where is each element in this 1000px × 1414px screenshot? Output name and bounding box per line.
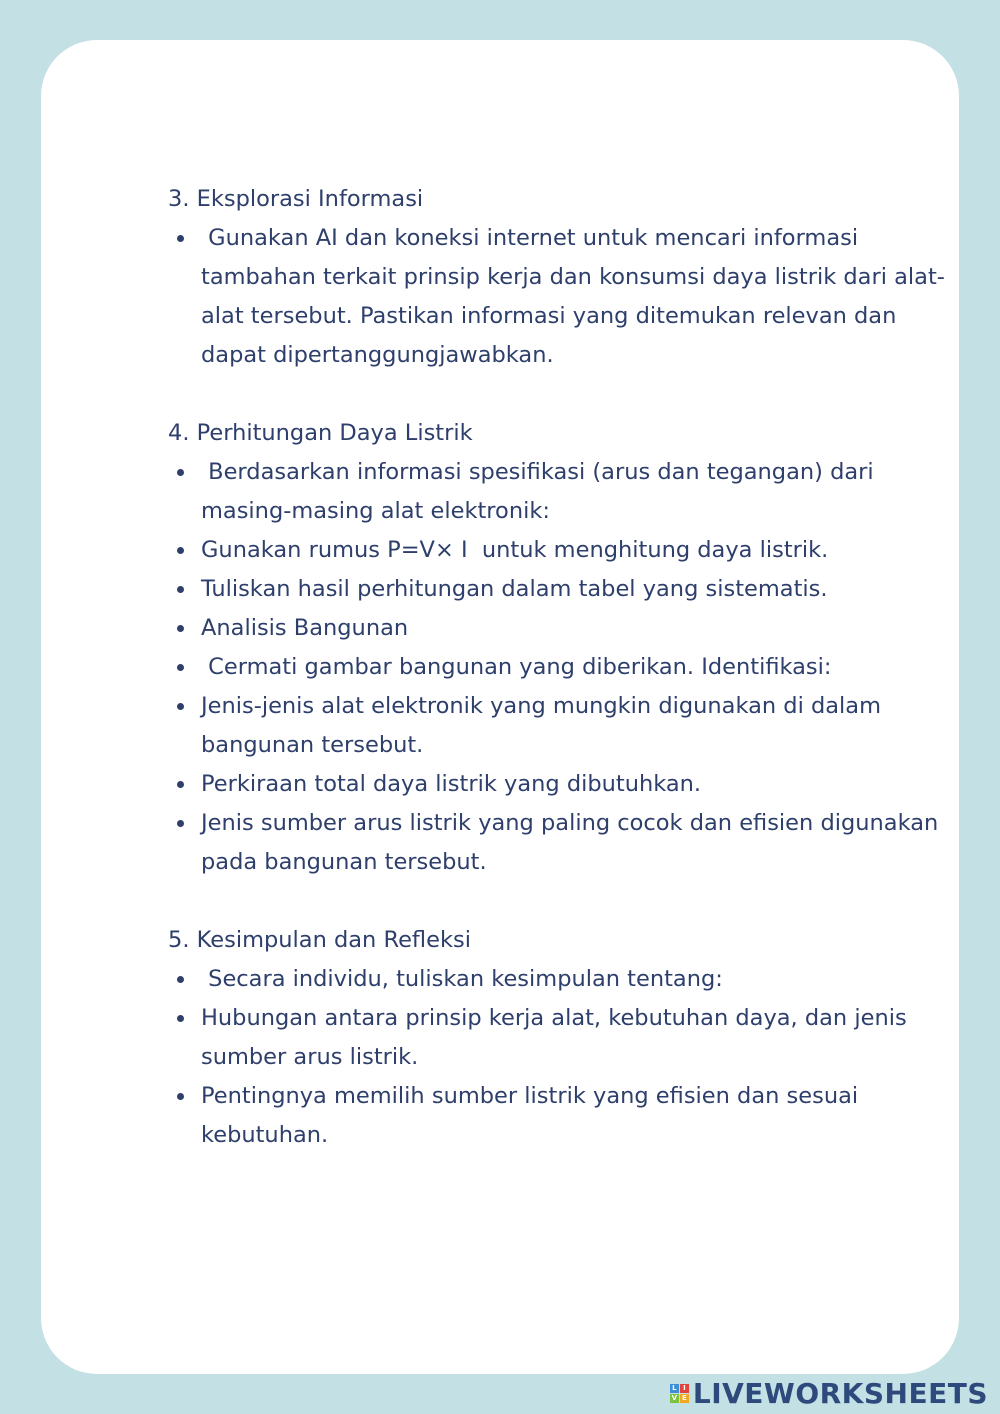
list-item: Hubungan antara prinsip kerja alat, kebutuhan daya, dan jenis sumber arus listrik.: [168, 999, 958, 1077]
worksheet-page: [41, 40, 959, 1374]
logo-letter: V: [671, 1393, 678, 1402]
list-item: Jenis sumber arus listrik yang paling cocok dan efisien digunakan pada bangunan tersebut.: [168, 804, 958, 882]
section-heading: 4. Perhitungan Daya Listrik: [168, 420, 473, 446]
bullet-list: [168, 453, 958, 882]
list-item: Jenis-jenis alat elektronik yang mungkin digunakan di dalam bangunan tersebut.: [168, 687, 958, 765]
list-item: Secara individu, tuliskan kesimpulan tentang:: [168, 960, 958, 999]
logo-letter: E: [680, 1394, 689, 1403]
section-eksplorasi-informasi: [168, 180, 958, 375]
liveworksheets-brand[interactable]: [670, 1378, 988, 1408]
list-item: Perkiraan total daya listrik yang dibutuhkan.: [168, 765, 958, 804]
worksheet-content: [168, 180, 958, 1155]
bullet-list: [168, 219, 958, 375]
bullet-list: [168, 960, 958, 1155]
logo-letter: I: [680, 1384, 689, 1393]
section-perhitungan-daya-listrik: [168, 414, 958, 882]
list-item: Analisis Bangunan: [168, 609, 958, 648]
section-heading: 5. Kesimpulan dan Refleksi: [168, 927, 471, 953]
brand-name: LIVEWORKSHEETS: [692, 1376, 988, 1410]
list-item: Cermati gambar bangunan yang diberikan. Identifikasi:: [168, 648, 958, 687]
list-item: Tuliskan hasil perhitungan dalam tabel yang sistematis.: [168, 570, 958, 609]
list-item: Pentingnya memilih sumber listrik yang efisien dan sesuai kebutuhan.: [168, 1077, 958, 1155]
logo-letter: L: [670, 1384, 679, 1393]
list-item: Gunakan rumus P=V× I untuk menghitung daya listrik.: [168, 531, 958, 570]
section-heading: 3. Eksplorasi Informasi: [168, 186, 424, 212]
list-item: Gunakan AI dan koneksi internet untuk mencari informasi tambahan terkait prinsip kerja dan konsumsi daya listrik dari alat-alat tersebut. Pastikan informasi yang ditemukan relevan dan dapat dipertanggungjawabkan.: [168, 219, 958, 375]
liveworksheets-logo-icon: [670, 1384, 689, 1403]
section-kesimpulan-dan-refleksi: [168, 921, 958, 1155]
list-item: Berdasarkan informasi spesifikasi (arus dan tegangan) dari masing-masing alat elektronik:: [168, 453, 958, 531]
